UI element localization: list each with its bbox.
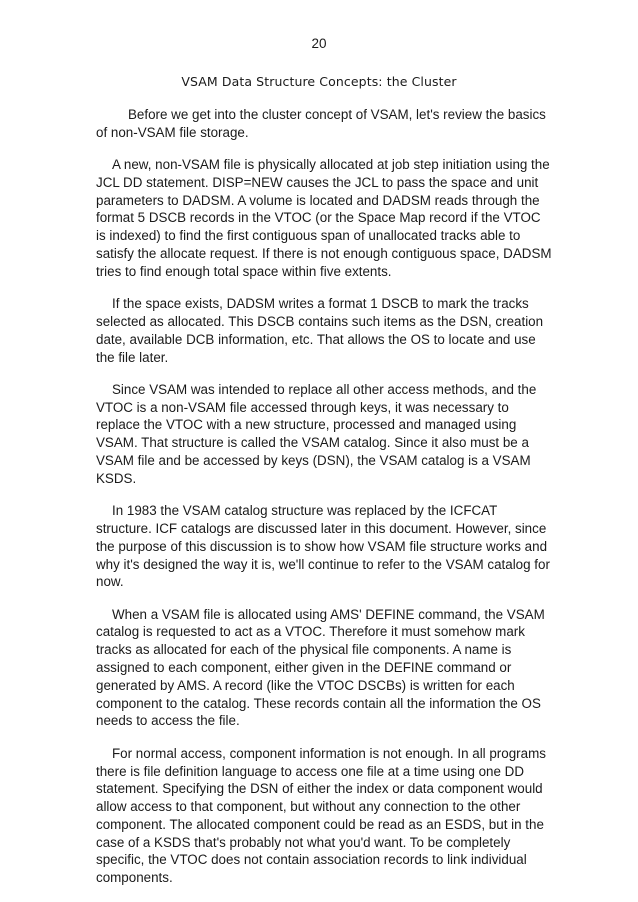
paragraph-format1-dscb: If the space exists, DADSM writes a format 1 DSCB to mark the tracks selected as allocated. This DSCB contains such items as the DSN, creation date, available DCB information, etc. That allows the OS to locate and use the file later.	[96, 296, 544, 365]
paragraph-intro: Before we get into the cluster concept of VSAM, let's review the basics of non-VSAM file storage.	[96, 107, 546, 140]
paragraph-define-command: When a VSAM file is allocated using AMS' DEFINE command, the VSAM catalog is requested to act as a VTOC. Therefore it must somehow mark tracks as allocated for each of the physical file components. A name is assigned to each component, either given in the DEFINE command or generated by AMS. A record (like the VTOC DSCBs) is written for each component to the catalog. These records contain all the information the OS needs to access the file.	[96, 606, 545, 729]
page-title: VSAM Data Structure Concepts: the Cluster	[181, 74, 457, 89]
paragraph-non-vsam-allocation: A new, non-VSAM file is physically allocated at job step initiation using the JCL DD statement. DISP=NEW causes the JCL to pass the space and unit parameters to DADSM. A volume is located and DADSM reads through the format 5 DSCB records in the VTOC (or the Space Map record if the VTOC is indexed) to find the first contiguous span of unallocated tracks able to satisfy the allocate request. If there is not enough contiguous space, DADSM tries to find enough total space within five extents.	[96, 157, 552, 279]
paragraph-normal-access: For normal access, component information is not enough. In all programs there is file definition language to access one file at a time using one DD statement. Specifying the DSN of either the index or data component would allow access to that component, but without any connection to the other component. The allocated component could be read as an ESDS, but in the case of a KSDS that's probably not what you'd want. To be completely specific, the VTOC does not contain association records to link individual components.	[96, 745, 546, 886]
paragraph-vsam-catalog: Since VSAM was intended to replace all other access methods, and the VTOC is a non-VSAM file accessed through keys, it was necessary to replace the VTOC with a new structure, processed and managed using VSAM. That structure is called the VSAM catalog. Since it also must be a VSAM file and be accessed by keys (DSN), the VSAM catalog is a VSAM KSDS.	[96, 381, 537, 486]
document-body	[96, 106, 552, 902]
paragraph-icfcat: In 1983 the VSAM catalog structure was replaced by the ICFCAT structure. ICF catalogs are discussed later in this document. However, since the purpose of this discussion is to show how VSAM file structure works and why it's designed the way it is, we'll continue to refer to the VSAM catalog for now.	[96, 503, 550, 590]
page-number: 20	[311, 36, 327, 51]
